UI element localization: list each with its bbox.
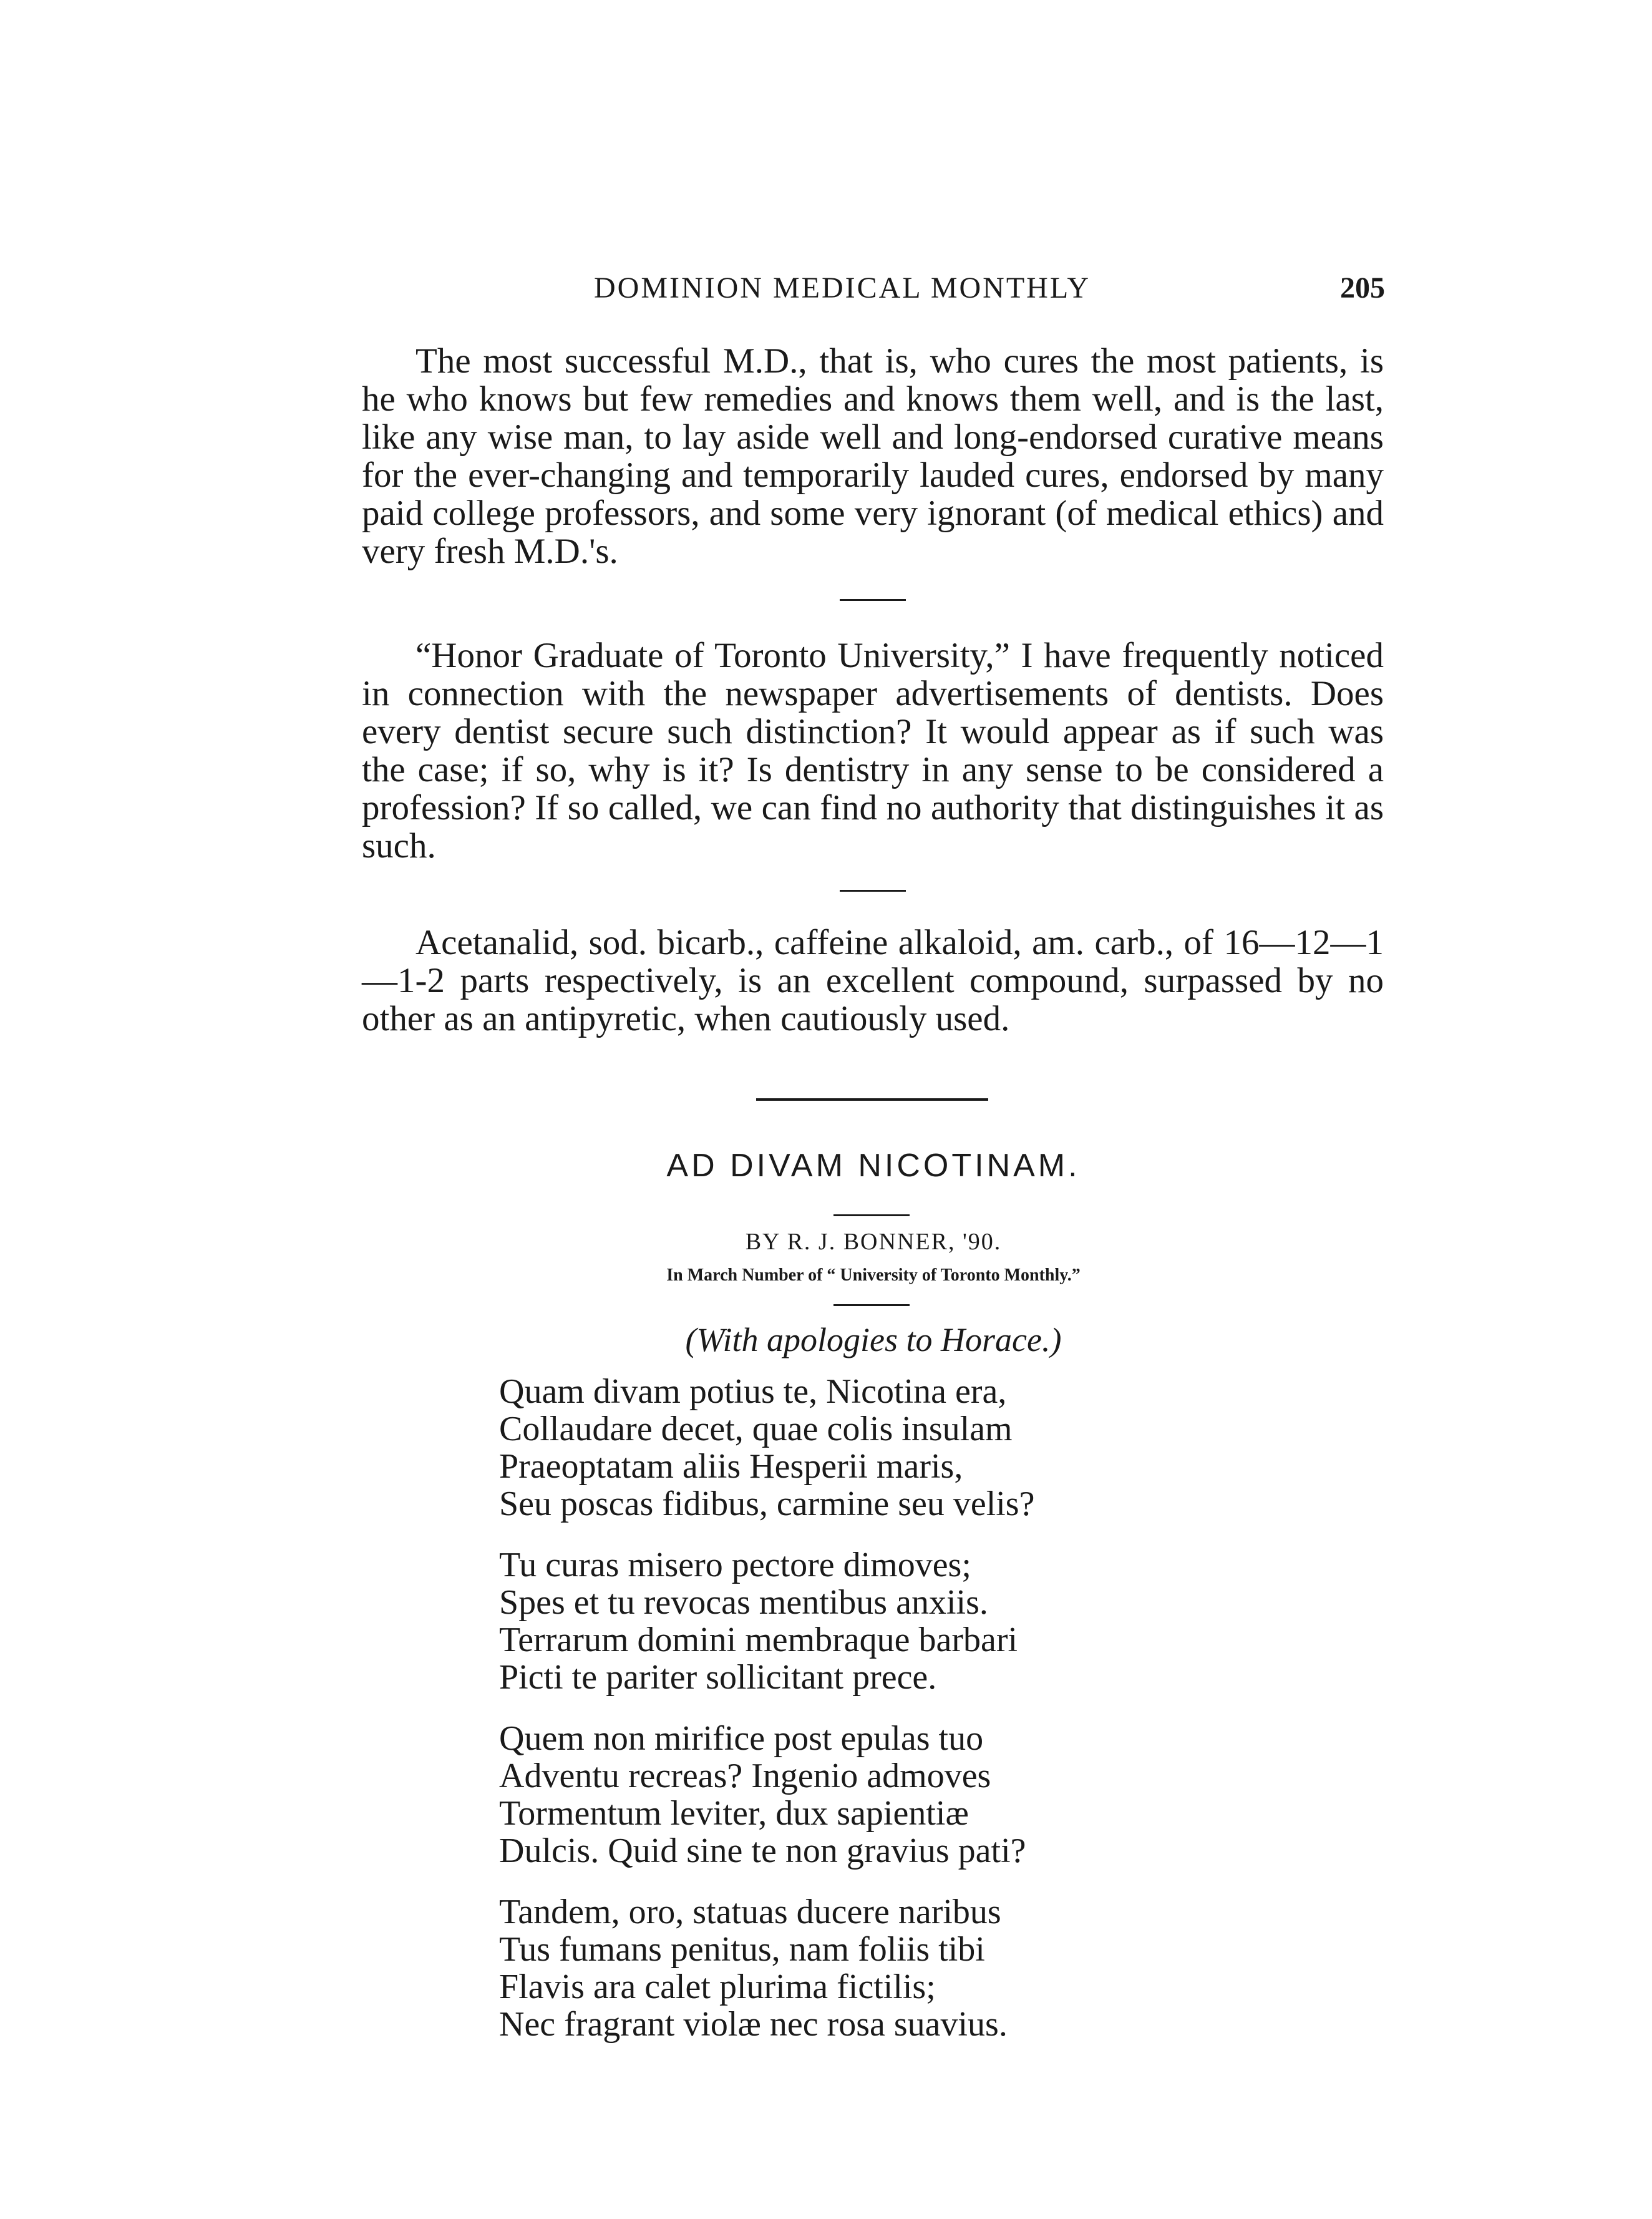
page-number: 205 xyxy=(1340,271,1385,305)
poem-line: Dulcis. Quid sine te non gravius pati? xyxy=(499,1831,1026,1870)
poem-line: Nec fragrant violæ nec rosa suavius. xyxy=(499,2005,1008,2044)
poem-line: Picti te pariter sollicitant prece. xyxy=(499,1658,937,1697)
poem-line: Praeoptatam aliis Hesperii maris, xyxy=(499,1447,963,1486)
poem-line: Spes et tu revocas mentibus anxiis. xyxy=(499,1583,988,1622)
section-divider xyxy=(840,599,906,601)
poem-line: Tus fumans penitus, nam foliis tibi xyxy=(499,1930,985,1969)
paragraph-successful-md: The most successful M.D., that is, who cures the most patients, is he who knows but few remedies and knows them well, and is the last, like any wise man, to lay aside well and long-endorsed curative means for the ever-changing and temporarily lauded cures, endorsed by many paid college professors, and some very ignorant (of medical ethics) and very fresh M.D.'s. xyxy=(362,341,1384,571)
poem-stanza-3 xyxy=(499,1720,1310,1870)
poem-dedication: (With apologies to Horace.) xyxy=(685,1321,1062,1358)
byline-rule xyxy=(833,1304,910,1306)
poem-title: AD DIVAM NICOTINAM. xyxy=(666,1148,1081,1184)
poem-line: Tormentum leviter, dux sapientiæ xyxy=(499,1794,969,1833)
article-divider xyxy=(756,1098,988,1101)
poem-line: Tu curas misero pectore dimoves; xyxy=(499,1546,971,1584)
poem-line: Flavis ara calet plurima fictilis; xyxy=(499,1968,936,2006)
poem-source-note: In March Number of “ University of Toronto Monthly.” xyxy=(666,1266,1081,1285)
journal-title: DOMINION MEDICAL MONTHLY xyxy=(594,271,1091,305)
section-divider xyxy=(840,890,906,892)
paragraph-acetanalid: Acetanalid, sod. bicarb., caffeine alkaloid, am. carb., of 16—12—1—1-2 parts respectively, is an excellent compound, surpassed by no other as an antipyretic, when cautiously used. xyxy=(362,923,1384,1038)
poem-byline: BY R. J. BONNER, '90. xyxy=(745,1229,1002,1255)
poem-stanza-4 xyxy=(499,1893,1310,2043)
poem-stanza-1 xyxy=(499,1373,1310,1523)
poem-line: Quem non mirifice post epulas tuo xyxy=(499,1719,984,1758)
poem-line: Quam divam potius te, Nicotina era, xyxy=(499,1372,1007,1411)
poem-line: Seu poscas fidibus, carmine seu velis? xyxy=(499,1485,1035,1523)
poem-line: Adventu recreas? Ingenio admoves xyxy=(499,1757,991,1795)
poem-stanza-2 xyxy=(499,1546,1310,1696)
title-rule xyxy=(833,1214,910,1216)
running-head xyxy=(362,271,1385,315)
paragraph-honor-graduate: “Honor Graduate of Toronto University,” I have frequently noticed in connection with the newspaper advertisements of dentists. Does every dentist secure such distinction? It would appear as if such was the case; if so, why is it? Is dentistry in any sense to be considered a profession? If so called, we can find no authority that distinguishes it as such. xyxy=(362,636,1384,866)
poem-line: Terrarum domini membraque barbari xyxy=(499,1621,1018,1659)
poem-line: Tandem, oro, statuas ducere naribus xyxy=(499,1893,1001,1931)
poem-line: Collaudare decet, quae colis insulam xyxy=(499,1410,1013,1448)
